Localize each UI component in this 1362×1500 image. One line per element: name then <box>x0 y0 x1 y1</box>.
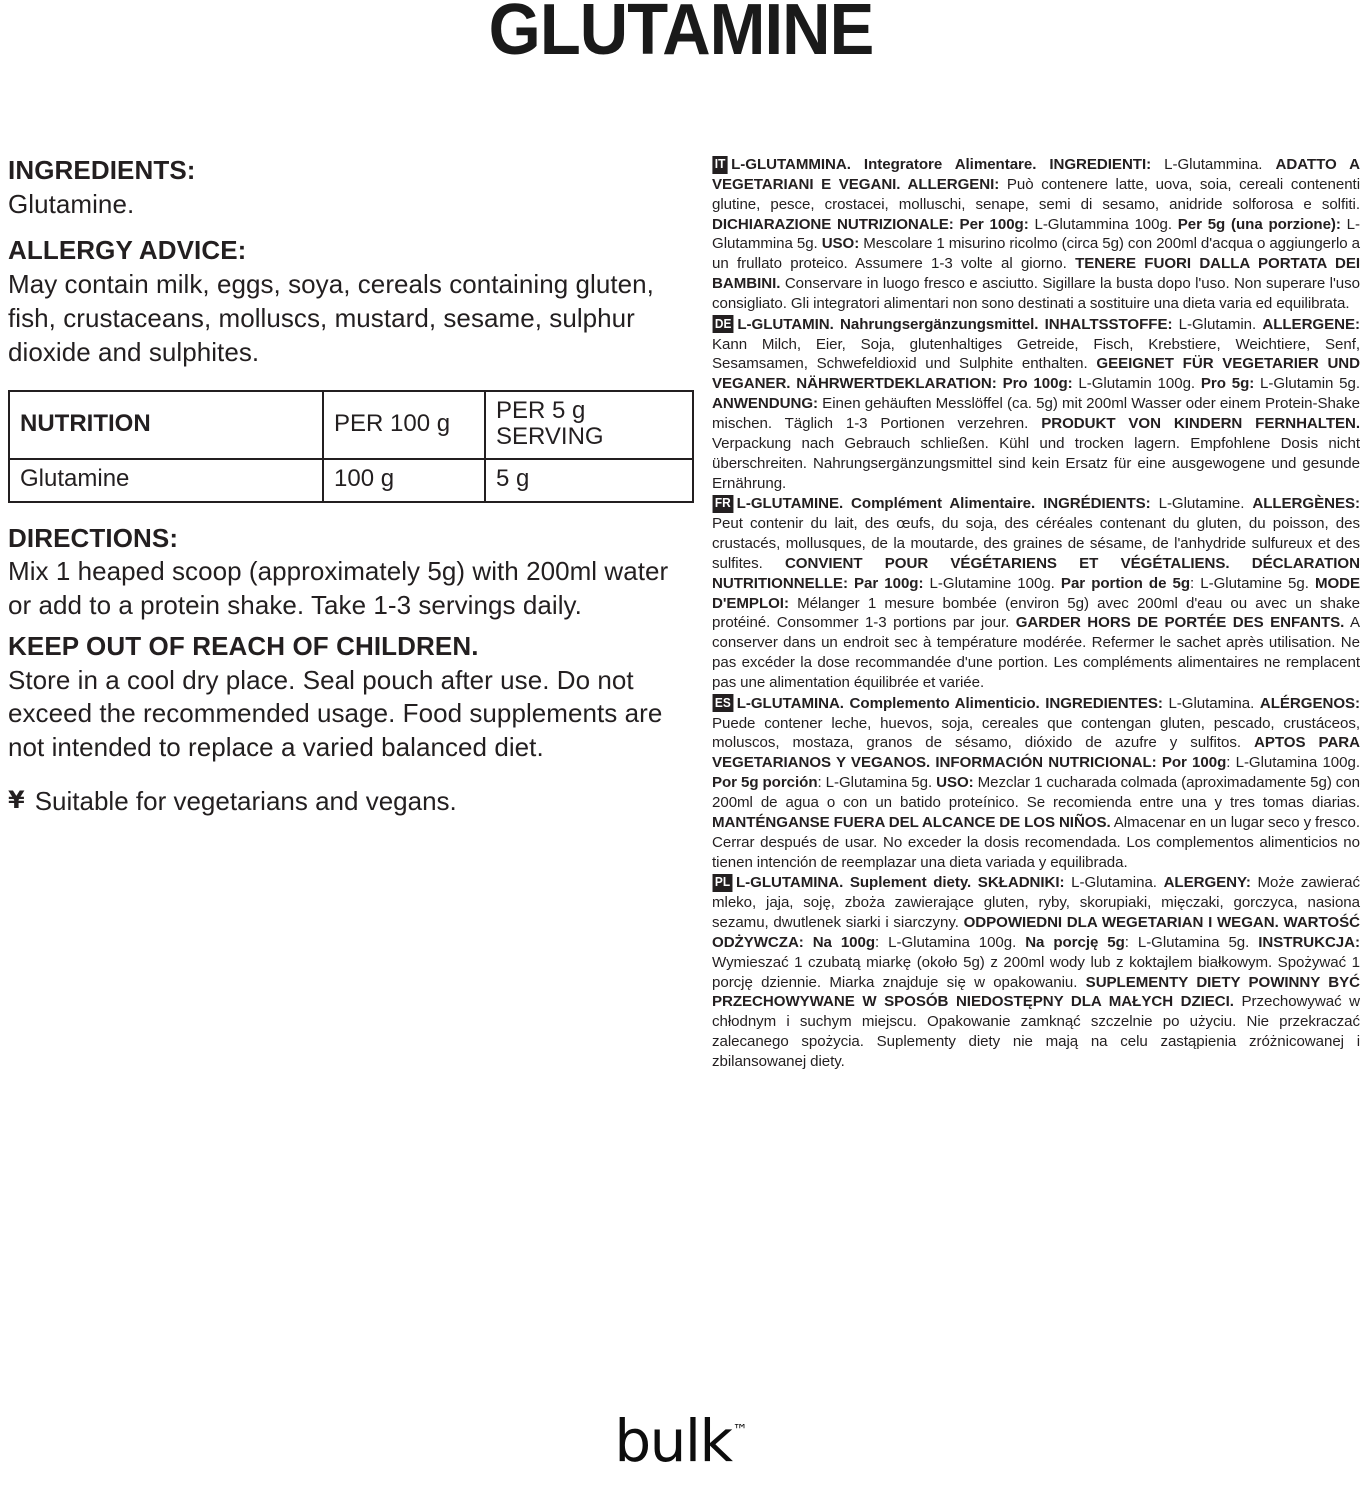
language-text-it: L-GLUTAMMINA. Integratore Alimentare. INGREDIENTI: L-Glutammina. ADATTO A VEGETARIANI E VEGANI. ALLERGENI: Può contenere latte, uova, soia, cereali contenenti glutine, pesce, crostacei, molluschi, senape, semi di sesamo, anidride solforosa e solfiti. DICHIARAZIONE NUTRIZIONALE: Per 100g: L-Glutammina 100g. Per 5g (una porzione): L-Glutammina 5g. USO: Mescolare 1 misurino ricolmo (circa 5g) con 200ml d'acqua o aggiungerlo a un frullato proteico. Assumere 1-3 volte al giorno. TENERE FUORI DALLA PORTATA DEI BAMBINI. Conservare in luogo fresco e asciutto. Sigillare la busta dopo l'uso. Non superare l'uso consigliato. Gli integratori alimentari non sono destinati a sostituire una dieta varia ed equilibrata. <box>712 156 1361 312</box>
language-block-pl <box>712 873 1360 1071</box>
language-block-es <box>712 694 1360 873</box>
language-block-de <box>712 315 1360 494</box>
column-header-per-100g: PER 100 g <box>323 391 485 460</box>
cell-nutrient-name: Glutamine <box>9 459 323 501</box>
allergy-advice-heading: ALLERGY ADVICE: <box>8 235 247 266</box>
column-header-nutrition: NUTRITION <box>9 391 323 460</box>
language-badge-fr: FR <box>713 495 734 513</box>
keep-out-of-reach-heading: KEEP OUT OF REACH OF CHILDREN. <box>8 630 479 661</box>
spacer <box>8 503 680 523</box>
trademark-symbol: ™ <box>732 1421 748 1439</box>
vegetarian-vegan-text: Suitable for vegetarians and vegans. <box>34 786 457 817</box>
language-badge-es: ES <box>713 694 734 712</box>
column-header-per-serving: PER 5 g SERVING <box>485 391 693 460</box>
language-text-fr: L-GLUTAMINE. Complément Alimentaire. INGRÉDIENTS: L-Glutamine. ALLERGÈNES: Peut contenir du lait, des œufs, du soja, des céréales contenant du gluten, du poisson, des crustacés, mollusques, de la moutarde, des graines de sésame, de l'anhydride sulfureux et des sulfites. CONVIENT POUR VÉGÉTARIENS ET VÉGÉTALIENS. DÉCLARATION NUTRITIONNELLE: Par 100g: L-Glutamine 100g. Par portion de 5g: L-Glutamine 5g. MODE D'EMPLOI: Mélanger 1 mesure bombée (environ 5g) avec 200ml d'eau ou avec un shake protéiné. Consommer 1-3 portions par jour. GARDER HORS DE PORTÉE DES ENFANTS. A conserver dans un endroit sec à température modérée. Refermer le sachet après utilisation. Ne pas excéder la dose recommandée d'une portion. Les compléments alimentaires ne remplacent pas une alimentation équilibrée et variée. <box>712 495 1361 691</box>
allergy-advice-body: May contain milk, eggs, soya, cereals containing gluten, fish, crustaceans, molluscs, mustard, sesame, sulphur dioxide and sulphites. <box>8 269 654 367</box>
brand-name: bulk <box>614 1407 732 1475</box>
storage-body: Store in a cool dry place. Seal pouch after use. Do not exceed the recommended usage. Food supplements are not intended to replace a varied balanced diet. <box>8 664 663 763</box>
table-header-row <box>9 391 693 460</box>
nutrition-table <box>8 390 694 503</box>
spacer <box>8 623 680 631</box>
page-title: GLUTAMINE <box>488 0 874 70</box>
spacer <box>8 221 680 235</box>
directions-body: Mix 1 heaped scoop (approximately 5g) with 200ml water or add to a protein shake. Take 1-3 servings daily. <box>8 556 669 621</box>
language-badge-de: DE <box>713 315 734 333</box>
language-text-de: L-GLUTAMIN. Nahrungsergänzungsmittel. INHALTSSTOFFE: L-Glutamin. ALLERGENE: Kann Milch, Eier, Soja, glutenhaltiges Getreide, Fisch, Krebstiere, Weichtiere, Senf, Sesamsamen, Schwefeldioxid und Sulphite enthalten. GEEIGNET FÜR VEGETARIER UND VEGANER. NÄHRWERTDEKLARATION: Pro 100g: L-Glutamin 100g. Pro 5g: L-Glutamin 5g. ANWENDUNG: Einen gehäuften Messlöffel (ca. 5g) mit 200ml Wasser oder einem Protein-Shake mischen. Täglich 1-3 Portionen verzehren. PRODUKT VON KINDERN FERNHALTEN. Verpackung nach Gebrauch schließen. Kühl und trocken lagern. Empfohlene Dosis nicht überschreiten. Nahrungsergänzungsmittel sind kein Ersatz für eine ausgewogene und gesunde Ernährung. <box>712 315 1361 492</box>
spacer <box>8 370 680 390</box>
language-text-es: L-GLUTAMINA. Complemento Alimenticio. INGREDIENTES: L-Glutamina. ALÉRGENOS: Puede contener leche, huevos, soja, cereales que contengan gluten, pescado, crustáceos, moluscos, mostaza, granos de sésamo, dióxido de azufre y sulfitos. APTOS PARA VEGETARIANOS Y VEGANOS. INFORMACIÓN NUTRICIONAL: Por 100g: L-Glutamina 100g. Por 5g porción: L-Glutamina 5g. USO: Mezclar 1 cucharada colmada (aproximadamente 5g) con 200ml de agua o con un batido proteínico. Se recomienda entre una y tres tomas diarias. MANTÉNGANSE FUERA DEL ALCANCE DE LOS NIÑOS. Almacenar en un lugar seco y fresco. Cerrar después de usar. No exceder la dosis recomendada. Los complementos alimenticios no tienen intención de reemplazar una dieta variada y equilibrada. <box>712 694 1361 871</box>
vegetarian-vegan-row <box>8 785 680 819</box>
language-block-it <box>712 155 1360 314</box>
language-badge-it: IT <box>712 156 727 174</box>
spacer <box>8 765 680 785</box>
label-content <box>0 155 1362 1155</box>
table-row <box>9 459 693 501</box>
language-badge-pl: PL <box>713 874 733 892</box>
brand-logo <box>0 1407 1362 1475</box>
language-block-fr <box>712 494 1360 692</box>
ingredients-body: Glutamine. <box>8 188 135 219</box>
english-panel <box>8 155 680 819</box>
ingredients-heading: INGREDIENTS: <box>8 155 196 185</box>
multilingual-panel <box>712 155 1360 1073</box>
cell-per-100g: 100 g <box>323 459 485 501</box>
cell-per-serving: 5 g <box>485 459 693 501</box>
language-text-pl: L-GLUTAMINA. Suplement diety. SKŁADNIKI: L-Glutamina. ALERGENY: Może zawierać mleko, jaja, soję, zboża zawierające gluten, ryby, skorupiaki, mięczaki, gorczyca, nasiona sezamu, dwutlenek siarki i siarczyny. ODPOWIEDNI DLA WEGETARIAN I WEGAN. WARTOŚĆ ODŻYWCZA: Na 100g: L-Glutamina 100g. Na porcję 5g: L-Glutamina 5g. INSTRUKCJA: Wymieszać 1 czubatą miarkę (około 5g) z 200ml wody lub z koktajlem białkowym. Spożywać 1 porcję dziennie. Miarka znajduje się w opakowaniu. SUPLEMENTY DIETY POWINNY BYĆ PRZECHOWYWANE W SPOSÓB NIEDOSTĘPNY DLA MAŁYCH DZIECI. Przechowywać w chłodnym i suchym miejscu. Opakowanie zamknąć szczelnie po użyciu. Nie przekraczać zalecanego spożycia. Suplementy diety nie mają na celu zastąpienia zróżnicowanej i zbilansowanej diety. <box>712 874 1360 1070</box>
directions-heading: DIRECTIONS: <box>8 522 179 553</box>
vegan-icon: ¥ <box>8 786 25 815</box>
